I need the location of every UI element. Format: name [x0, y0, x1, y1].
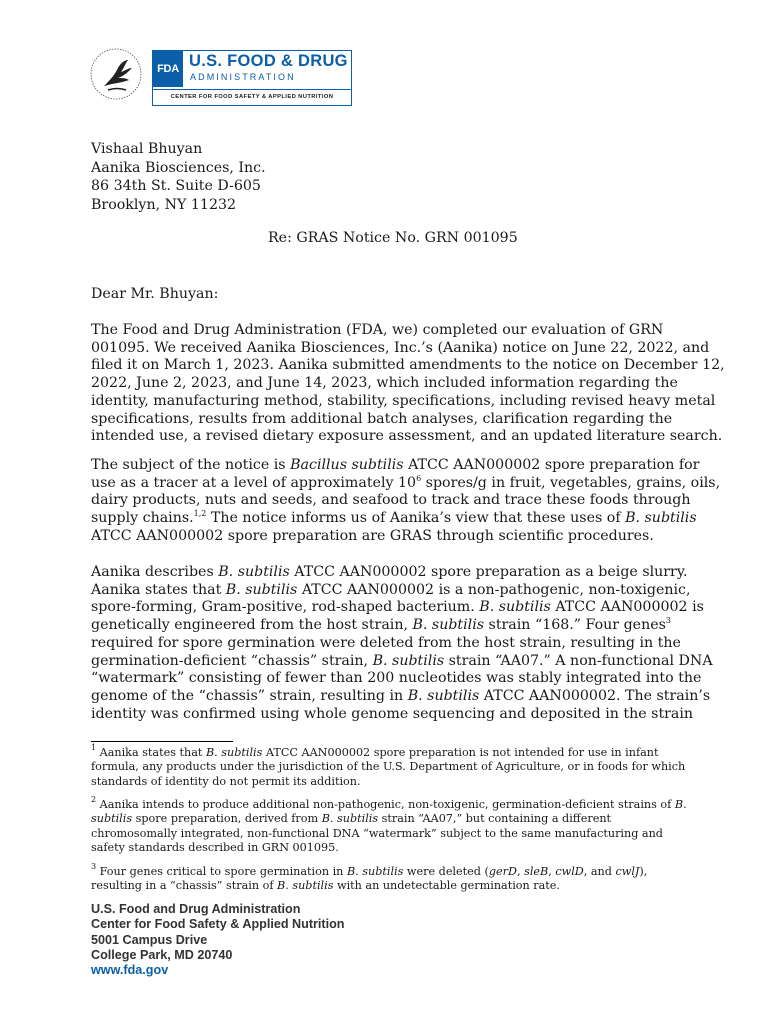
paragraph-description: [91, 564, 713, 723]
text-line: spore-forming, Gram-positive, rod-shaped bacterium. B. subtilis ATCC AAN000002 is: [91, 599, 704, 616]
text-line: filed it on March 1, 2023. Aanika submitted amendments to the notice on December 12,: [91, 357, 725, 374]
text-line: supply chains.$^{1,2}$ The notice informs us of Aanika’s view that these uses of B. subtilis: [91, 509, 697, 527]
footer-city: College Park, MD 20740: [91, 947, 233, 962]
paragraph-subject: [91, 457, 721, 546]
text-line: The Food and Drug Administration (FDA, we) completed our evaluation of GRN: [91, 322, 664, 338]
text-line: The subject of the notice is Bacillus subtilis ATCC AAN000002 spore preparation for: [91, 457, 700, 473]
recipient-street: 86 34th St. Suite D-605: [91, 178, 261, 194]
text-line: genetically engineered from the host strain, B. subtilis strain “168.” Four genes$^3$: [91, 616, 671, 634]
text-line: chromosomally integrated, non-functional DNA “watermark” subject to the same manufacturing and: [91, 826, 663, 840]
text-line: identity was confirmed using whole genome sequencing and deposited in the strain: [91, 705, 694, 722]
fda-badge: FDA: [153, 51, 183, 87]
text-line: specifications, results from additional batch analyses, clarification regarding the: [91, 410, 673, 427]
re-line: Re: GRAS Notice No. GRN 001095: [268, 230, 518, 246]
text-line: formula, any products under the jurisdiction of the U.S. Department of Agriculture, or in foods for which: [91, 760, 686, 774]
text-line: $^1$ Aanika states that B. subtilis ATCC AAN000002 spore preparation is not intended for use in infant: [91, 743, 659, 759]
paragraph-evaluation: [91, 322, 725, 446]
text-line: “watermark” consisting of fewer than 200 nucleotides was stably integrated into the: [91, 670, 702, 687]
text-line: resulting in a “chassis” strain of B. subtilis with an undetectable germination rate.: [91, 879, 560, 893]
footnote-ref: 3: [665, 616, 671, 626]
text-line: Aanika states that B. subtilis ATCC AAN000002 is a non-pathogenic, non-toxigenic,: [91, 581, 691, 598]
text-line: 001095. We received Aanika Biosciences, Inc.’s (Aanika) notice on June 22, 2022, and: [91, 339, 710, 356]
footnote-divider: [91, 741, 233, 742]
fda-logo: [152, 50, 352, 106]
text-line: germination-deficient “chassis” strain, B. subtilis strain “AA07.” A non-functional DNA: [91, 652, 713, 669]
text-line: 2022, June 2, 2023, and June 14, 2023, which included information regarding the: [91, 375, 678, 392]
text-line: subtilis spore preparation, derived from B. subtilis strain “AA07,” but containing a different: [91, 812, 612, 826]
footer-address: [91, 902, 345, 978]
text-line: $^2$ Aanika intends to produce additional non-pathogenic, non-toxigenic, germination-deficient strains of B.: [91, 795, 687, 811]
footer-website-link[interactable]: www.fda.gov: [91, 963, 169, 978]
text-line: standards of identity do not permit its addition.: [91, 774, 361, 788]
footer-org: U.S. Food and Drug Administration: [91, 902, 301, 916]
text-line: identity, manufacturing method, stability, specifications, including revised heavy metal: [91, 392, 716, 409]
footnote-1: [91, 743, 686, 789]
text-line: safety standards described in GRN 001095.: [91, 840, 339, 854]
text-line: required for spore germination were deleted from the host strain, resulting in the: [91, 634, 681, 651]
fda-center-name: CENTER FOR FOOD SAFETY & APPLIED NUTRITION: [153, 89, 351, 105]
recipient-city: Brooklyn, NY 11232: [91, 196, 237, 213]
text-line: genome of the “chassis” strain, resulting in B. subtilis ATCC AAN000002. The strain’s: [91, 687, 711, 704]
recipient-address: [91, 140, 266, 214]
text-line: Aanika describes B. subtilis ATCC AAN000002 spore preparation as a beige slurry.: [91, 564, 688, 580]
fda-name: U.S. FOOD & DRUG: [189, 52, 348, 70]
footnote-2: [91, 795, 687, 855]
text-line: dairy products, nuts and seeds, and seafood to track and trace these foods through: [91, 492, 691, 509]
footnote-ref: 1,2: [193, 509, 207, 519]
hhs-eagle-seal-icon: [88, 46, 144, 102]
fda-administration: ADMINISTRATION: [190, 72, 296, 82]
recipient-company: Aanika Biosciences, Inc.: [91, 159, 266, 176]
recipient-name: Vishaal Bhuyan: [91, 141, 203, 157]
footnote-3: [91, 862, 681, 894]
footer-center: Center for Food Safety & Applied Nutrition: [91, 917, 345, 932]
text-line: ATCC AAN000002 spore preparation are GRAS through scientific procedures.: [91, 527, 654, 544]
salutation: Dear Mr. Bhuyan:: [91, 286, 219, 302]
text-line: $^3$ Four genes critical to spore germination in B. subtilis were deleted (gerD, sleB, cwlD, and cwlJ),: [91, 862, 648, 878]
text-line: intended use, a revised dietary exposure assessment, and an updated literature search.: [91, 428, 723, 445]
text-line: use as a tracer at a level of approximately $10^6$ spores/g in fruit, vegetables, grains, oils,: [91, 473, 721, 491]
footer-street: 5001 Campus Drive: [91, 932, 208, 947]
